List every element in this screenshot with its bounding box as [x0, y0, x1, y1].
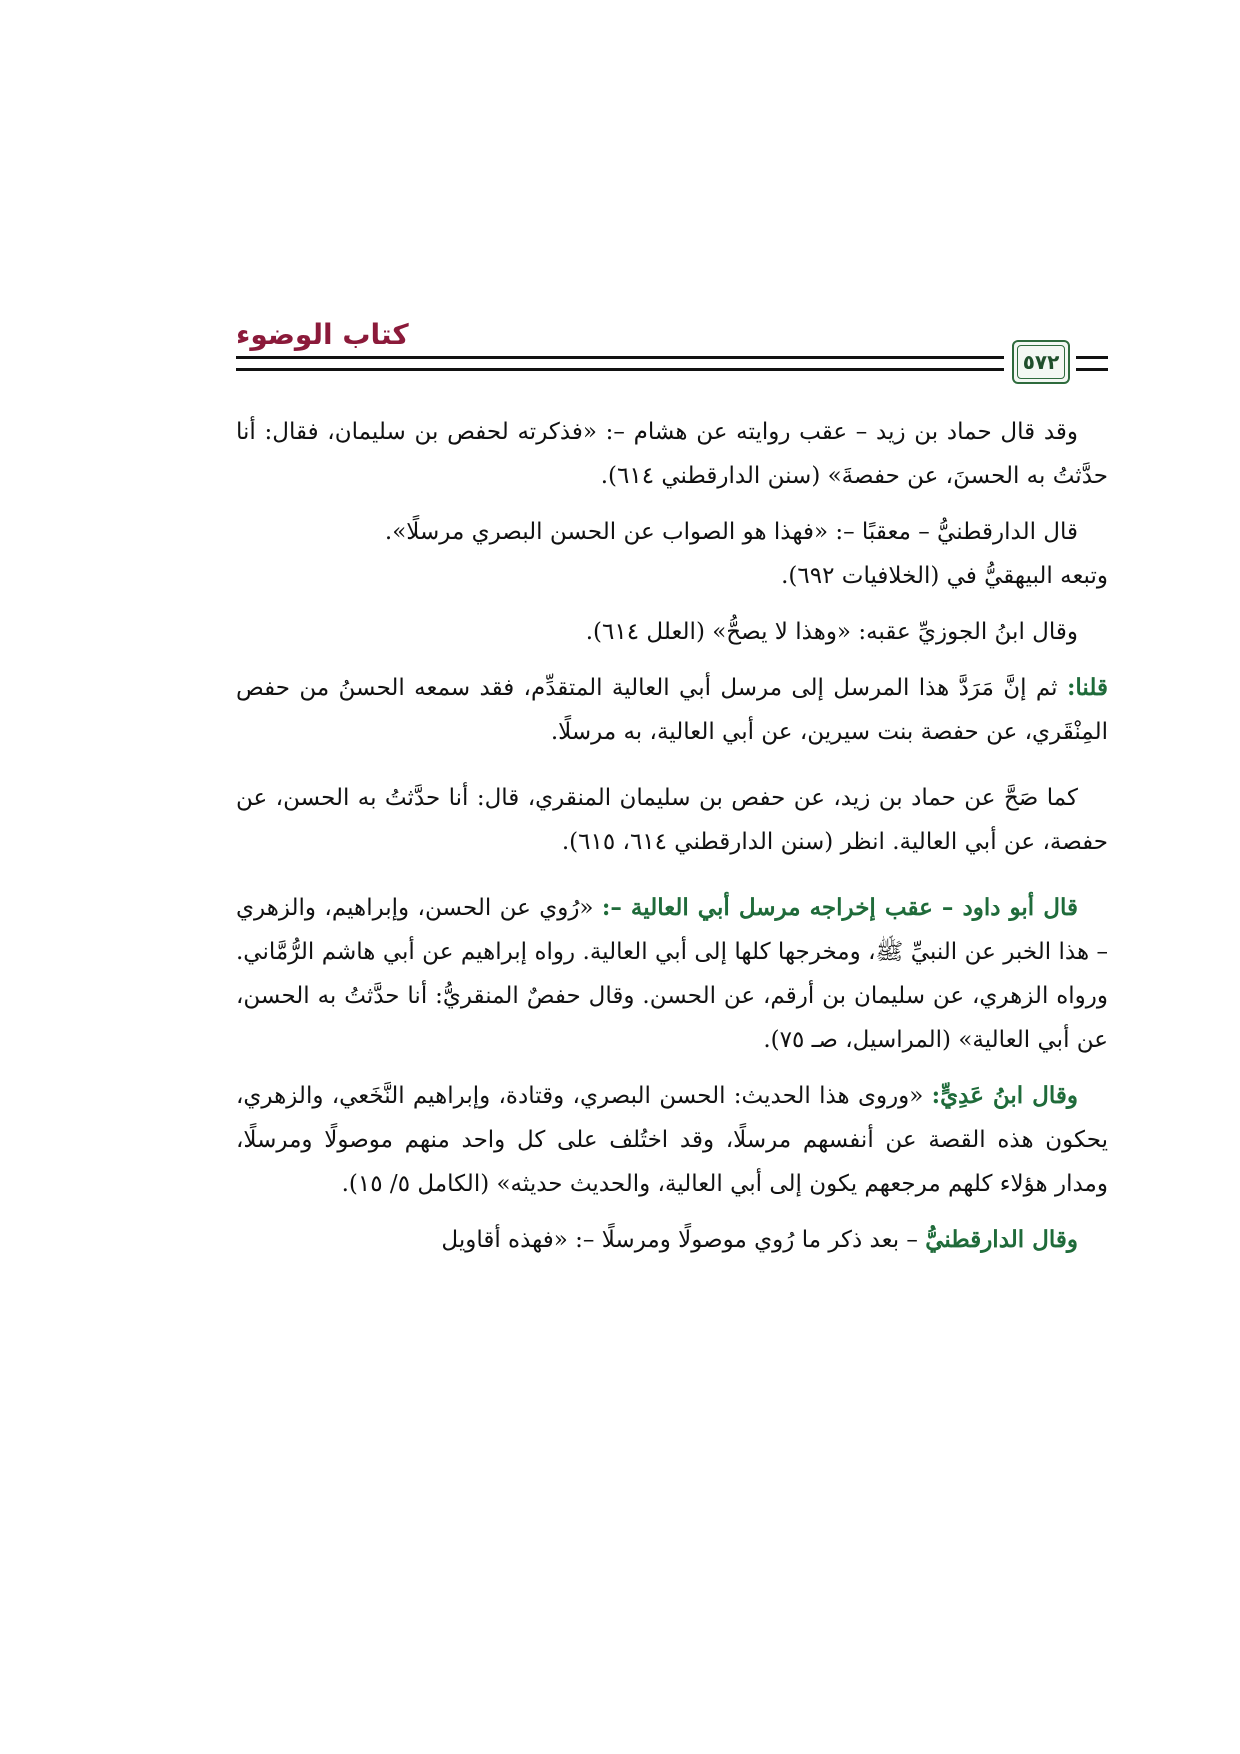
paragraph-text: «وروى هذا الحديث: الحسن البصري، وقتادة، وإبراهيم النَّخَعي، والزهري، يحكون هذه القصة عن أنفسهم مرسلًا، وقد اختُلف على كل واحد منهم موصولًا ومرسلًا، ومدار هؤلاء كلهم مرجعهم يكون إلى أبي العالية، والحديث حديثه» (الكامل ٥/ ١٥). — [236, 1083, 1108, 1197]
ibn-adi-label: وقال ابنُ عَدِيٍّ: — [931, 1082, 1078, 1109]
paragraph-text: وقال ابنُ الجوزيِّ عقبه: «وهذا لا يصحُّ» (العلل ٦١٤). — [585, 619, 1078, 645]
paragraph-hammad — [236, 410, 1108, 498]
book-title: كتاب الوضوء — [236, 318, 409, 351]
paragraph-text: وقد قال حماد بن زيد – عقب روايته عن هشام –: «فذكرته لحفص بن سليمان، فقال: أنا حدَّثتُ به الحسنَ، عن حفصةَ» (سنن الدارقطني ٦١٤). — [236, 419, 1108, 489]
page-number: ٥٧٢ — [1022, 350, 1060, 374]
paragraph-text: كما صَحَّ عن حماد بن زيد، عن حفص بن سليمان المنقري، قال: أنا حدَّثتُ به الحسن، عن حفصة، عن أبي العالية. انظر (سنن الدارقطني ٦١٤، ٦١٥). — [236, 785, 1108, 855]
paragraph-daraqutni — [236, 510, 1108, 554]
daraqutni-label: وقال الدارقطنيُّ — [925, 1226, 1078, 1253]
header-rule-top — [236, 356, 1004, 359]
paragraph-text: قال الدارقطنيُّ – معقبًا –: «فهذا هو الصواب عن الحسن البصري مرسلًا». — [384, 519, 1078, 545]
paragraph-ibn-jawzi — [236, 610, 1108, 654]
paragraph-sahha — [236, 776, 1108, 864]
paragraph-daraqutni-2 — [236, 1218, 1108, 1262]
paragraph-text: ثم إنَّ مَرَدَّ هذا المرسل إلى مرسل أبي العالية المتقدِّم، فقد سمعه الحسنُ من حفص المِنْقَري، عن حفصة بنت سيرين، عن أبي العالية، به مرسلًا. — [236, 675, 1108, 745]
abu-dawud-label: قال أبو داود – عقب إخراجه مرسل أبي العالية –: — [601, 894, 1078, 921]
paragraph-ibn-adi — [236, 1074, 1108, 1206]
paragraph-abu-dawud — [236, 886, 1108, 1062]
qulna-label: قلنا: — [1066, 674, 1108, 701]
paragraph-bayhaqi — [236, 554, 1108, 598]
paragraph-text: – بعد ذكر ما رُوي موصولًا ومرسلًا –: «فهذه أقاويل — [441, 1227, 926, 1253]
header-rule-bottom-right — [1076, 368, 1108, 371]
header-rule-top-right — [1076, 356, 1108, 359]
page-number-badge — [1012, 340, 1070, 384]
main-text — [236, 410, 1108, 1274]
paragraph-qulna — [236, 666, 1108, 754]
paragraph-text: «رُوي عن الحسن، وإبراهيم، والزهري – هذا الخبر عن النبيِّ ﷺ، ومخرجها كلها إلى أبي العالية. رواه إبراهيم عن أبي هاشم الرُّمَّاني. ورواه الزهري، عن سليمان بن أرقم، عن الحسن. وقال حفصٌ المنقريُّ: أنا حدَّثتُ به الحسن، عن أبي العالية» (المراسيل، صـ ٧٥). — [236, 895, 1108, 1053]
paragraph-text: وتبعه البيهقيُّ في (الخلافيات ٦٩٢). — [781, 563, 1108, 589]
header-rule-bottom — [236, 368, 1004, 371]
